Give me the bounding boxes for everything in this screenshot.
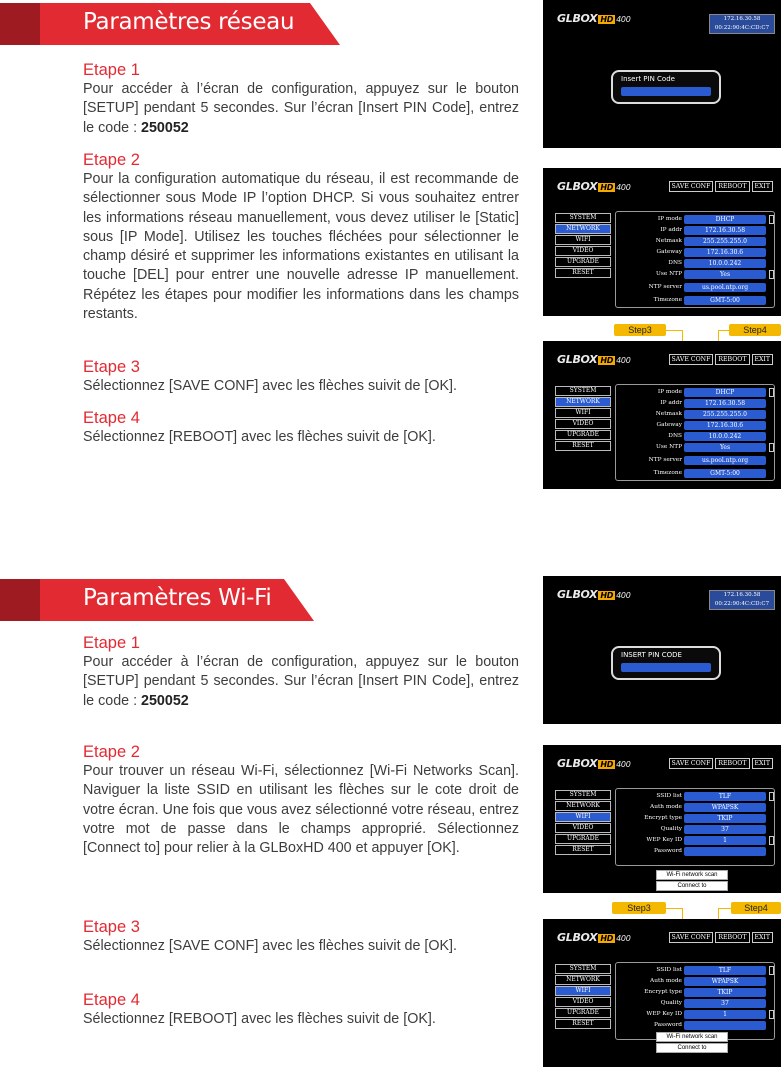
wifi-scan-button[interactable]: Wi-Fi network scan: [656, 1032, 728, 1042]
field-value[interactable]: TLF: [684, 792, 766, 801]
network-section-title: Paramètres réseau: [83, 9, 295, 35]
field-value[interactable]: 172.16.30.58: [684, 399, 766, 408]
step3-callout: Step3: [614, 324, 666, 336]
glbox-logo: GLBOX HD 400: [557, 588, 631, 601]
field-value[interactable]: 172.16.30.58: [684, 226, 766, 235]
network-step-4: [83, 408, 519, 447]
wifi-scan-button[interactable]: Wi-Fi network scan: [656, 870, 728, 880]
field-value[interactable]: WPAPSK: [684, 977, 766, 986]
scroll-arrows-icon[interactable]: [769, 215, 774, 224]
settings-menu: [555, 964, 611, 1030]
scroll-arrows-icon[interactable]: [769, 443, 774, 452]
field-value[interactable]: 1: [684, 836, 766, 845]
menu-item-reset[interactable]: RESET: [555, 441, 611, 451]
password-input[interactable]: [684, 847, 766, 856]
field-value[interactable]: 255.255.255.0: [684, 237, 766, 246]
scroll-arrows-icon[interactable]: [769, 792, 774, 801]
field-row: IP addr 172.16.30.58: [616, 399, 776, 409]
field-value[interactable]: 37: [684, 825, 766, 834]
wifi-fields: [615, 962, 775, 1040]
pin-dialog: [611, 646, 721, 680]
reboot-button[interactable]: REBOOT: [715, 354, 749, 365]
banner-accent: [0, 3, 40, 45]
step4-callout: Step4: [729, 324, 781, 336]
network-fields: [615, 211, 775, 308]
menu-item-upgrade[interactable]: UPGRADE: [555, 257, 611, 267]
field-row: Encrypt type TKIP: [616, 988, 776, 998]
save-conf-button[interactable]: SAVE CONF: [669, 932, 714, 943]
top-buttons: [669, 354, 774, 365]
step-label: Etape 4: [83, 409, 140, 427]
menu-item-wifi[interactable]: WIFI: [555, 812, 611, 822]
scroll-arrows-icon[interactable]: [769, 388, 774, 397]
settings-menu: [555, 213, 611, 279]
save-conf-button[interactable]: SAVE CONF: [669, 181, 714, 192]
glbox-logo: GLBOX HD 400: [557, 12, 631, 25]
field-value[interactable]: Yes: [684, 443, 766, 452]
step-text: Sélectionnez [SAVE CONF] avec les flèches suivit de [OK].: [83, 938, 457, 954]
menu-item-network[interactable]: NETWORK: [555, 975, 611, 985]
step-label: Etape 1: [83, 634, 140, 652]
pin-input[interactable]: [621, 87, 711, 96]
step-text: Sélectionnez [REBOOT] avec les flèches suivit de [OK].: [83, 429, 436, 445]
glbox-logo: GLBOX HD 400: [557, 757, 631, 770]
exit-button[interactable]: EXIT: [752, 354, 774, 365]
network-section-banner: [0, 3, 340, 45]
callout-line: [718, 908, 731, 909]
menu-item-network[interactable]: NETWORK: [555, 397, 611, 407]
pin-code: 250052: [141, 119, 189, 136]
menu-item-upgrade[interactable]: UPGRADE: [555, 834, 611, 844]
exit-button[interactable]: EXIT: [752, 932, 774, 943]
wifi-section-banner: [0, 579, 314, 621]
step-label: Etape 3: [83, 918, 140, 936]
wifi-pin-screen: [543, 576, 781, 724]
menu-item-system[interactable]: SYSTEM: [555, 964, 611, 974]
field-row: Password: [616, 1021, 776, 1031]
step-label: Etape 4: [83, 991, 140, 1009]
menu-item-wifi[interactable]: WIFI: [555, 408, 611, 418]
save-conf-button[interactable]: SAVE CONF: [669, 758, 714, 769]
menu-item-reset[interactable]: RESET: [555, 268, 611, 278]
menu-item-wifi[interactable]: WIFI: [555, 235, 611, 245]
field-value[interactable]: DHCP: [684, 388, 766, 397]
field-row: Gateway 172.16.30.6: [616, 421, 776, 431]
menu-item-upgrade[interactable]: UPGRADE: [555, 1008, 611, 1018]
wifi-save-screen: [543, 919, 781, 1067]
glbox-logo: GLBOX HD 400: [557, 180, 631, 193]
field-row: Use NTP Yes: [616, 270, 776, 280]
menu-item-video[interactable]: VIDEO: [555, 419, 611, 429]
reboot-button[interactable]: REBOOT: [715, 181, 749, 192]
step-text: Sélectionnez [SAVE CONF] avec les flèches suivit de [OK].: [83, 378, 457, 394]
field-row: Netmask 255.255.255.0: [616, 237, 776, 247]
menu-item-upgrade[interactable]: UPGRADE: [555, 430, 611, 440]
field-row: Encrypt type TKIP: [616, 814, 776, 824]
wifi-fields: [615, 788, 775, 866]
ip-info-box: 172.16.30.58 00:22:90:4C:CD:C7: [709, 590, 775, 610]
field-row: NTP server us.pool.ntp.org: [616, 283, 776, 293]
menu-item-system[interactable]: SYSTEM: [555, 790, 611, 800]
callout-line: [666, 330, 682, 331]
field-row: Auth mode WPAPSK: [616, 977, 776, 987]
menu-item-network[interactable]: NETWORK: [555, 224, 611, 234]
menu-item-video[interactable]: VIDEO: [555, 823, 611, 833]
ip-info-box: 172.16.30.58 00:22:90:4C:CD:C7: [709, 14, 775, 34]
wifi-section-title: Paramètres Wi-Fi: [83, 585, 272, 611]
field-row: WEP Key ID 1: [616, 836, 776, 846]
step-text: Pour la configuration automatique du réseau, il est recommande de sélectionner sous Mode IP l’option DHCP. Si vous souhaitez entrer les informations réseau manuellement, vous devez utiliser le [Static] sous [IP Mode]. Utilisez les touches fléchées pour sélectionner le champ désiré et supprimer les informations existantes en utilisant la touche [DEL] pour entrer une nouvelle adresse IP manuellement. Répétez les étapes pour modifier les informations dans les champs restants.: [83, 171, 519, 323]
step-text: Pour accéder à l’écran de configuration, appuyez sur le bouton [SETUP] pendant 5 secondes. Sur l’écran [Insert PIN Code], entrez le code : 250052: [83, 81, 519, 136]
step-label: Etape 1: [83, 61, 140, 79]
field-value[interactable]: 255.255.255.0: [684, 410, 766, 419]
pin-code: 250052: [141, 692, 189, 709]
menu-item-system[interactable]: SYSTEM: [555, 386, 611, 396]
settings-menu: [555, 386, 611, 452]
top-buttons: [669, 181, 774, 192]
connect-to-button[interactable]: Connect to: [656, 881, 728, 891]
menu-item-network[interactable]: NETWORK: [555, 801, 611, 811]
network-step-1: [83, 60, 519, 138]
exit-button[interactable]: EXIT: [752, 181, 774, 192]
field-row: IP addr 172.16.30.58: [616, 226, 776, 236]
field-value[interactable]: 10.0.0.242: [684, 259, 766, 268]
field-value[interactable]: 172.16.30.6: [684, 248, 766, 257]
network-save-screen: [543, 341, 781, 489]
field-row: Password: [616, 847, 776, 857]
field-row: Netmask 255.255.255.0: [616, 410, 776, 420]
pin-input[interactable]: [621, 663, 711, 672]
field-row: DNS 10.0.0.242: [616, 259, 776, 269]
banner-accent: [0, 579, 40, 621]
settings-menu: [555, 790, 611, 856]
field-row: IP mode DHCP: [616, 388, 776, 398]
wifi-step-1: [83, 633, 519, 711]
field-row: SSID list TLF: [616, 792, 776, 802]
exit-button[interactable]: EXIT: [752, 758, 774, 769]
step-label: Etape 2: [83, 743, 140, 761]
network-pin-screen: [543, 0, 781, 148]
menu-item-reset[interactable]: RESET: [555, 845, 611, 855]
glbox-logo: GLBOX HD 400: [557, 353, 631, 366]
menu-item-wifi[interactable]: WIFI: [555, 986, 611, 996]
menu-item-video[interactable]: VIDEO: [555, 997, 611, 1007]
field-value[interactable]: 37: [684, 999, 766, 1008]
field-value[interactable]: GMT-5:00: [684, 469, 766, 478]
field-row: SSID list TLF: [616, 966, 776, 976]
field-row: Use NTP Yes: [616, 443, 776, 453]
field-row: IP mode DHCP: [616, 215, 776, 225]
menu-item-video[interactable]: VIDEO: [555, 246, 611, 256]
field-value[interactable]: us.pool.ntp.org: [684, 283, 766, 292]
wifi-step-4: [83, 990, 519, 1029]
wifi-step-2: [83, 742, 519, 858]
step-label: Etape 3: [83, 358, 140, 376]
pin-dialog-label: Insert PIN Code: [621, 75, 675, 83]
field-row: WEP Key ID 1: [616, 1010, 776, 1020]
save-conf-button[interactable]: SAVE CONF: [669, 354, 714, 365]
field-row: Timezone GMT-5:00: [616, 469, 776, 479]
field-row: Timezone GMT-5:00: [616, 296, 776, 306]
network-fields: [615, 384, 775, 481]
field-value[interactable]: 10.0.0.242: [684, 432, 766, 441]
glbox-logo: GLBOX HD 400: [557, 931, 631, 944]
step-text: Sélectionnez [REBOOT] avec les flèches suivit de [OK].: [83, 1011, 436, 1027]
reboot-button[interactable]: REBOOT: [715, 932, 749, 943]
scroll-arrows-icon[interactable]: [769, 966, 774, 975]
field-value[interactable]: TKIP: [684, 814, 766, 823]
step-text: Pour trouver un réseau Wi-Fi, sélectionnez [Wi-Fi Networks Scan]. Naviguer la liste SSID en utilisant les flèches sur le cote droit de votre écran. Une fois que vous avez sélectionné votre réseau, entrez votre mot de passe dans le champs approprié. Sélectionnez [Connect to] pour relier à la GLBoxHD 400 et appuyer [OK].: [83, 763, 519, 857]
top-buttons: [669, 932, 774, 943]
field-row: Quality 37: [616, 825, 776, 835]
field-row: NTP server us.pool.ntp.org: [616, 456, 776, 466]
connect-to-button[interactable]: Connect to: [656, 1043, 728, 1053]
password-input[interactable]: [684, 1021, 766, 1030]
field-row: DNS 10.0.0.242: [616, 432, 776, 442]
field-value[interactable]: TLF: [684, 966, 766, 975]
field-value[interactable]: TKIP: [684, 988, 766, 997]
field-row: Gateway 172.16.30.6: [616, 248, 776, 258]
wifi-step-3: [83, 917, 519, 956]
pin-dialog-label: INSERT PIN CODE: [621, 651, 682, 659]
field-value[interactable]: 1: [684, 1010, 766, 1019]
top-buttons: [669, 758, 774, 769]
field-value[interactable]: Yes: [684, 270, 766, 279]
field-row: Quality 37: [616, 999, 776, 1009]
field-value[interactable]: 172.16.30.6: [684, 421, 766, 430]
step-text: Pour accéder à l’écran de configuration, appuyez sur le bouton [SETUP] pendant 5 secondes. Sur l’écran [Insert PIN Code], entrez le code : 250052: [83, 654, 519, 709]
field-value[interactable]: DHCP: [684, 215, 766, 224]
field-value[interactable]: GMT-5:00: [684, 296, 766, 305]
menu-item-reset[interactable]: RESET: [555, 1019, 611, 1029]
pin-dialog: [611, 70, 721, 104]
wifi-settings-screen: [543, 745, 781, 893]
callout-line: [666, 908, 682, 909]
network-step-3: [83, 357, 519, 396]
scroll-arrows-icon[interactable]: [769, 1010, 774, 1019]
callout-line: [718, 330, 729, 331]
step4-callout: Step4: [731, 902, 781, 914]
step-label: Etape 2: [83, 151, 140, 169]
menu-item-system[interactable]: SYSTEM: [555, 213, 611, 223]
network-settings-screen: [543, 168, 781, 316]
field-value[interactable]: WPAPSK: [684, 803, 766, 812]
network-step-2: [83, 150, 519, 324]
scroll-arrows-icon[interactable]: [769, 836, 774, 845]
reboot-button[interactable]: REBOOT: [715, 758, 749, 769]
scroll-arrows-icon[interactable]: [769, 270, 774, 279]
step3-callout: Step3: [612, 902, 666, 914]
field-row: Auth mode WPAPSK: [616, 803, 776, 813]
field-value[interactable]: us.pool.ntp.org: [684, 456, 766, 465]
